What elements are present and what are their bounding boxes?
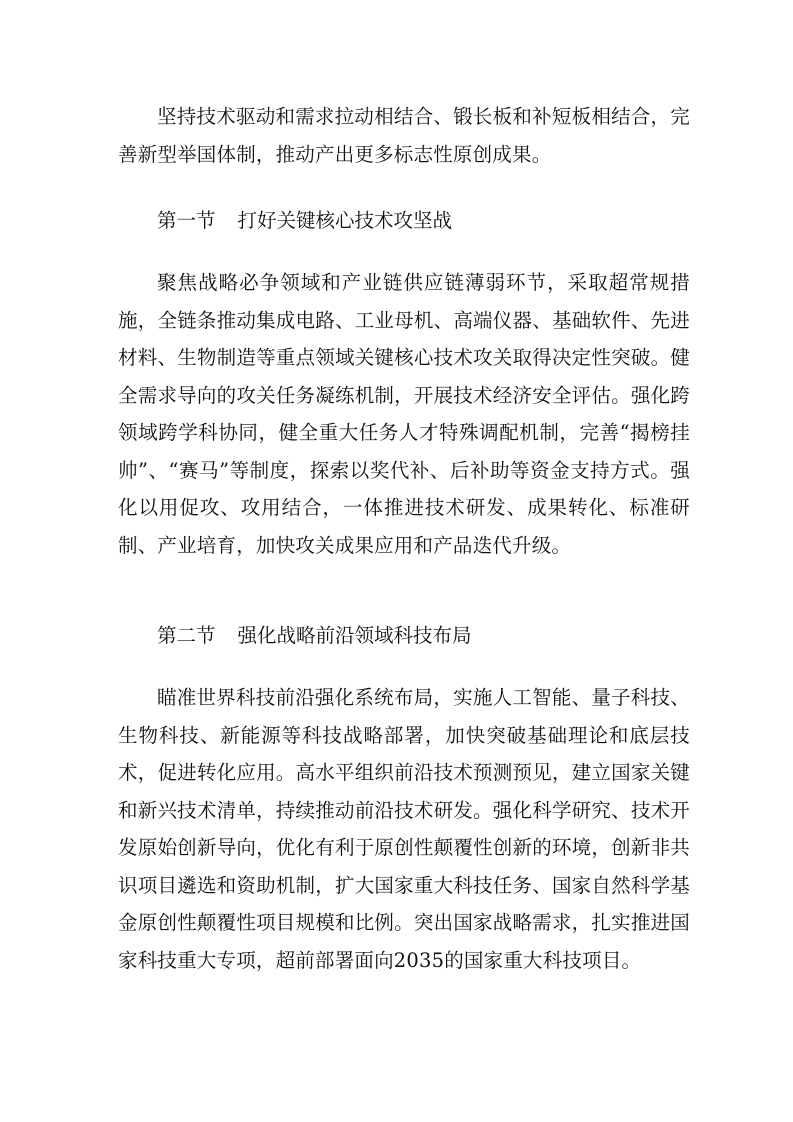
section-title: 强化战略前沿领域科技布局: [237, 624, 472, 647]
section-number: 第二节: [157, 624, 216, 647]
section-heading-1: [157, 202, 452, 240]
section-title: 打好关键核心技术攻坚战: [237, 209, 453, 232]
section-1-paragraph: 聚焦战略必争领域和产业链供应链薄弱环节，采取超常规措施，全链条推动集成电路、工业母机、高端仪器、基础软件、先进材料、生物制造等重点领域关键核心技术攻关取得决定性突破。健全需求导向的攻关任务凝练机制，开展技术经济安全评估。强化跨领域跨学科协同，健全重大任务人才特殊调配机制，完善“揭榜挂帅”、“赛马”等制度，探索以奖代补、后补助等资金支持方式。强化以用促攻、攻用结合，一体推进技术研发、成果转化、标准研制、产业培育，加快攻关成果应用和产品迭代升级。: [118, 271, 690, 557]
intro-paragraph: 坚持技术驱动和需求拉动相结合、锻长板和补短板相结合，完善新型举国体制，推动产出更多标志性原创成果。: [118, 105, 690, 166]
section-heading-2: [157, 617, 472, 655]
section-2-paragraph: 瞄准世界科技前沿强化系统布局，实施人工智能、量子科技、生物科技、新能源等科技战略部署，加快突破基础理论和底层技术，促进转化应用。高水平组织前沿技术预测预见，建立国家关键和新兴技术清单，持续推动前沿技术研发。强化科学研究、技术开发原始创新导向，优化有利于原创性颠覆性创新的环境，创新非共识项目遴选和资助机制，扩大国家重大科技任务、国家自然科学基金原创性颠覆性项目规模和比例。突出国家战略需求，扎实推进国家科技重大专项，超前部署面向2035的国家重大科技项目。: [118, 686, 690, 972]
section-number: 第一节: [157, 209, 216, 232]
